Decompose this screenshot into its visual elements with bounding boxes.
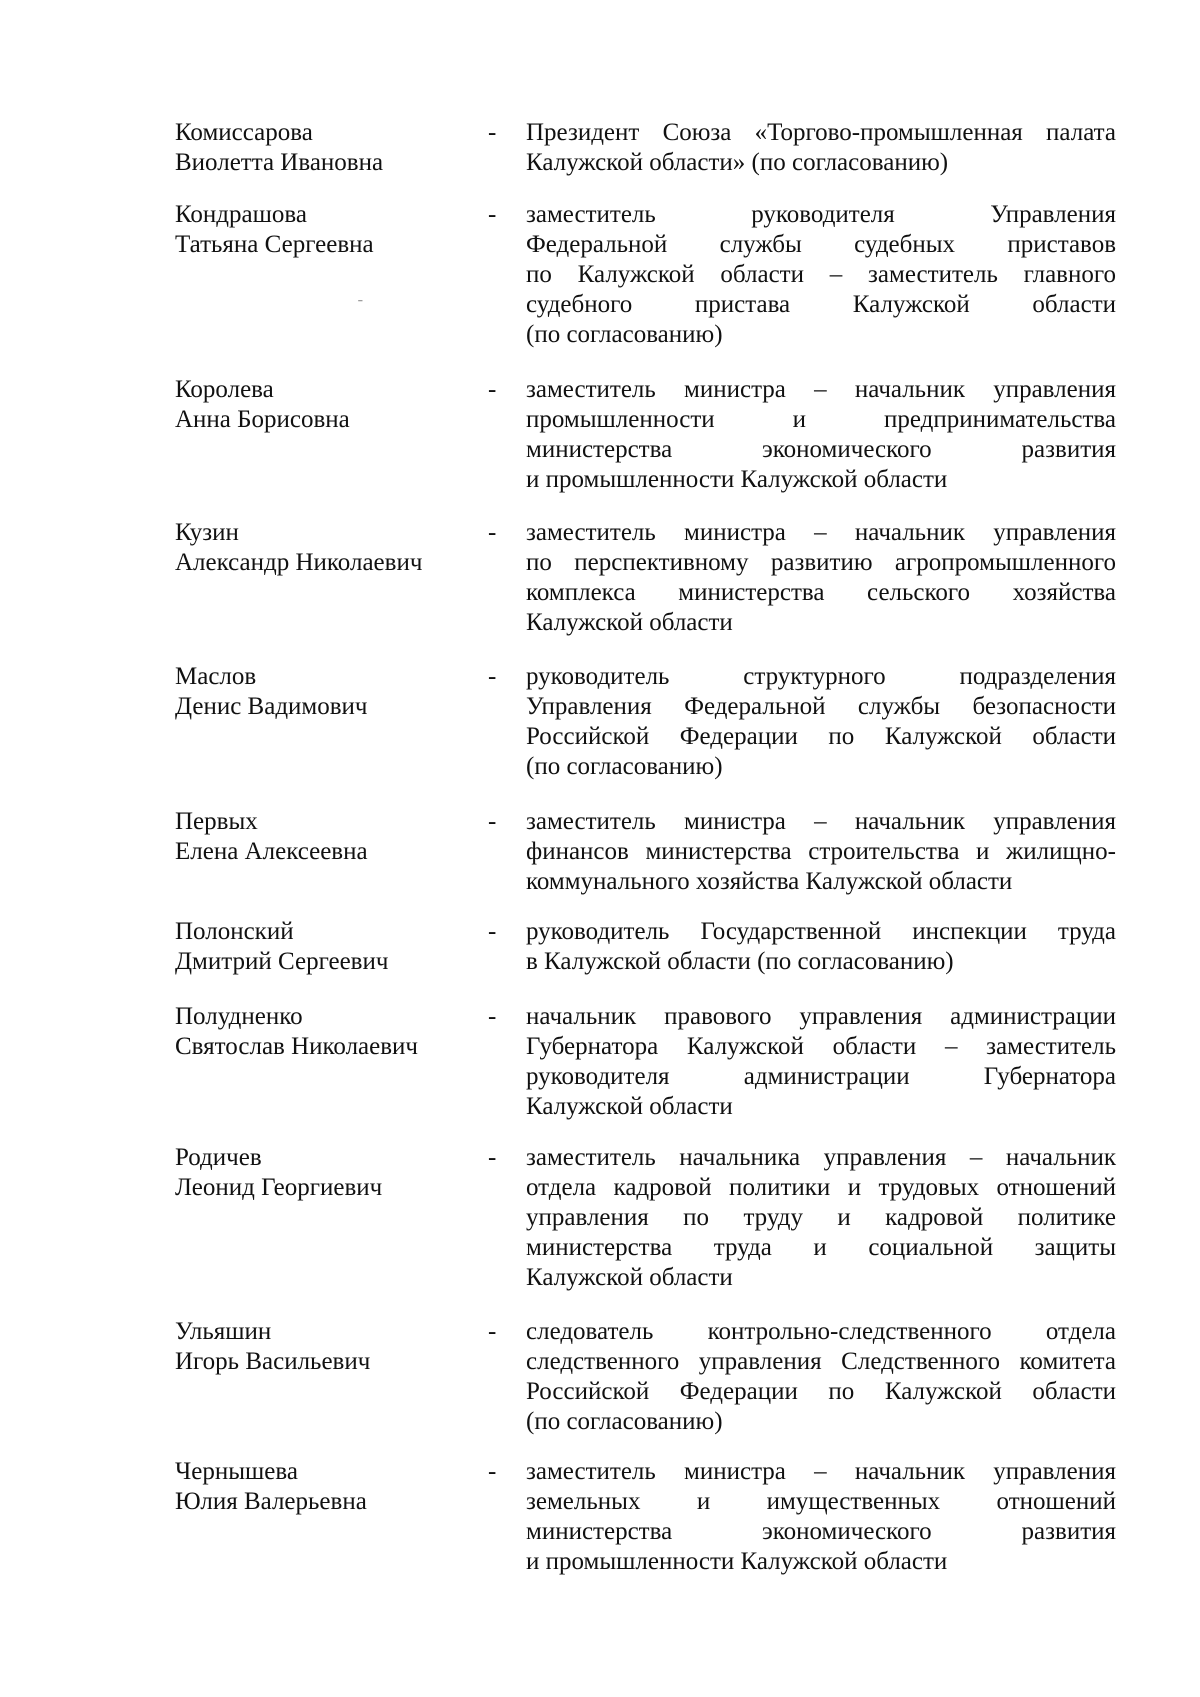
member-name xyxy=(175,1143,475,1203)
position-line: отдела кадровой политики и трудовых отношений xyxy=(526,1174,1116,1201)
member-surname: Кузин xyxy=(175,519,239,546)
position-line: Федеральной службы судебных приставов xyxy=(526,231,1116,258)
member-surname: Чернышева xyxy=(175,1458,298,1485)
position-line: заместитель руководителя Управления xyxy=(526,201,1116,228)
separator-dash: - xyxy=(488,376,497,403)
position-line: Калужской области» (по согласованию) xyxy=(526,149,949,176)
member-position xyxy=(526,1317,1116,1437)
member-position xyxy=(526,200,1116,350)
member-given-names: Татьяна Сергеевна xyxy=(175,231,374,258)
member-surname: Маслов xyxy=(175,663,257,690)
member-given-names: Игорь Васильевич xyxy=(175,1348,371,1375)
position-line: (по согласованию) xyxy=(526,1408,723,1435)
member-name xyxy=(175,1002,475,1062)
position-line: следователь контрольно-следственного отдела xyxy=(526,1318,1116,1345)
position-line: руководитель структурного подразделения xyxy=(526,663,1116,690)
member-position xyxy=(526,807,1116,897)
member-position xyxy=(526,518,1116,638)
member-name xyxy=(175,662,475,722)
member-given-names: Святослав Николаевич xyxy=(175,1033,418,1060)
scan-speck: ˉ xyxy=(358,298,363,313)
separator-dash: - xyxy=(488,1318,497,1345)
position-line: заместитель начальника управления – начальник xyxy=(526,1144,1116,1171)
separator-dash: - xyxy=(488,1003,497,1030)
position-line: министерства труда и социальной защиты xyxy=(526,1234,1116,1261)
position-line: Управления Федеральной службы безопасности xyxy=(526,693,1116,720)
member-surname: Первых xyxy=(175,808,258,835)
position-line: Калужской области xyxy=(526,1264,733,1291)
member-name xyxy=(175,807,475,867)
position-line: комплекса министерства сельского хозяйства xyxy=(526,579,1116,606)
position-line: Губернатора Калужской области – заместитель xyxy=(526,1033,1116,1060)
position-line: управления по труду и кадровой политике xyxy=(526,1204,1116,1231)
member-surname: Кондрашова xyxy=(175,201,307,228)
position-line: министерства экономического развития xyxy=(526,1518,1116,1545)
member-given-names: Александр Николаевич xyxy=(175,549,423,576)
member-name xyxy=(175,118,475,178)
member-given-names: Елена Алексеевна xyxy=(175,838,368,865)
member-given-names: Юлия Валерьевна xyxy=(175,1488,367,1515)
position-line: в Калужской области (по согласованию) xyxy=(526,948,954,975)
position-line: и промышленности Калужской области xyxy=(526,466,948,493)
member-name xyxy=(175,917,475,977)
member-surname: Родичев xyxy=(175,1144,262,1171)
member-surname: Полонский xyxy=(175,918,294,945)
member-position xyxy=(526,1002,1116,1122)
separator-dash: - xyxy=(488,663,497,690)
position-line: и промышленности Калужской области xyxy=(526,1548,948,1575)
separator-dash: - xyxy=(488,519,497,546)
position-line: (по согласованию) xyxy=(526,753,723,780)
position-line: заместитель министра – начальник управления xyxy=(526,376,1116,403)
position-line: Калужской области xyxy=(526,609,733,636)
position-line: начальник правового управления администрации xyxy=(526,1003,1116,1030)
member-name xyxy=(175,1457,475,1517)
member-position xyxy=(526,662,1116,782)
member-position xyxy=(526,1143,1116,1293)
position-line: руководителя администрации Губернатора xyxy=(526,1063,1116,1090)
position-line: заместитель министра – начальник управления xyxy=(526,1458,1116,1485)
member-given-names: Леонид Георгиевич xyxy=(175,1174,383,1201)
member-surname: Комиссарова xyxy=(175,119,313,146)
position-line: следственного управления Следственного комитета xyxy=(526,1348,1116,1375)
member-name xyxy=(175,375,475,435)
position-line: коммунального хозяйства Калужской области xyxy=(526,868,1013,895)
member-given-names: Дмитрий Сергеевич xyxy=(175,948,389,975)
member-surname: Полудненко xyxy=(175,1003,303,1030)
member-name xyxy=(175,518,475,578)
position-line: (по согласованию) xyxy=(526,321,723,348)
position-line: по перспективному развитию агропромышленного xyxy=(526,549,1116,576)
member-position xyxy=(526,375,1116,495)
member-position xyxy=(526,118,1116,178)
position-line: министерства экономического развития xyxy=(526,436,1116,463)
separator-dash: - xyxy=(488,201,497,228)
member-name xyxy=(175,1317,475,1377)
position-line: заместитель министра – начальник управления xyxy=(526,519,1116,546)
member-name xyxy=(175,200,475,260)
separator-dash: - xyxy=(488,808,497,835)
member-surname: Королева xyxy=(175,376,274,403)
member-given-names: Анна Борисовна xyxy=(175,406,350,433)
position-line: промышленности и предпринимательства xyxy=(526,406,1116,433)
position-line: финансов министерства строительства и жилищно- xyxy=(526,838,1116,865)
member-given-names: Денис Вадимович xyxy=(175,693,368,720)
separator-dash: - xyxy=(488,1144,497,1171)
position-line: Калужской области xyxy=(526,1093,733,1120)
position-line: Президент Союза «Торгово-промышленная палата xyxy=(526,119,1116,146)
separator-dash: - xyxy=(488,918,497,945)
position-line: по Калужской области – заместитель главного xyxy=(526,261,1116,288)
member-position xyxy=(526,917,1116,977)
separator-dash: - xyxy=(488,1458,497,1485)
member-given-names: Виолетта Ивановна xyxy=(175,149,384,176)
position-line: Российской Федерации по Калужской области xyxy=(526,1378,1116,1405)
member-position xyxy=(526,1457,1116,1577)
position-line: судебного пристава Калужской области xyxy=(526,291,1116,318)
position-line: заместитель министра – начальник управления xyxy=(526,808,1116,835)
position-line: земельных и имущественных отношений xyxy=(526,1488,1116,1515)
separator-dash: - xyxy=(488,119,497,146)
member-surname: Ульяшин xyxy=(175,1318,272,1345)
position-line: Российской Федерации по Калужской области xyxy=(526,723,1116,750)
position-line: руководитель Государственной инспекции труда xyxy=(526,918,1116,945)
